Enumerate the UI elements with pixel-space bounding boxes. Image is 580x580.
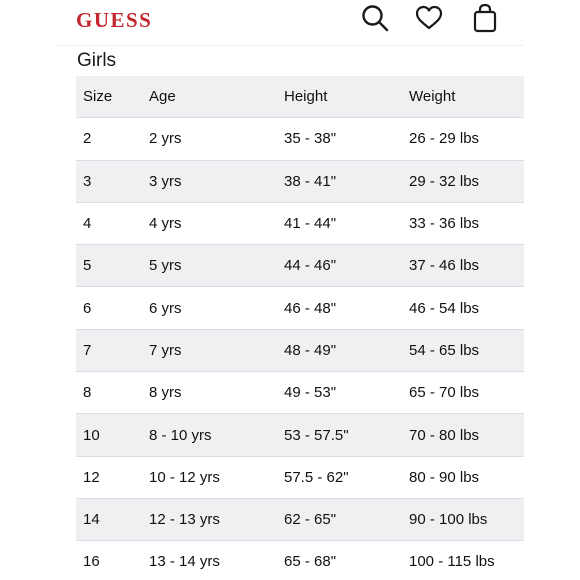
header-divider <box>56 45 524 46</box>
cell-size: 3 <box>76 160 149 202</box>
table-row <box>76 498 524 540</box>
cell-age: 7 yrs <box>149 329 284 371</box>
table-row <box>76 329 524 371</box>
cell-size: 4 <box>76 202 149 244</box>
cell-age: 3 yrs <box>149 160 284 202</box>
cell-weight: 80 - 90 lbs <box>409 456 524 498</box>
cell-weight: 26 - 29 lbs <box>409 118 524 160</box>
guess-logo[interactable]: GUESS <box>76 8 153 32</box>
column-header-age: Age <box>149 76 284 118</box>
cell-age: 13 - 14 yrs <box>149 541 284 580</box>
table-row <box>76 414 524 456</box>
cell-size: 6 <box>76 287 149 329</box>
cell-weight: 46 - 54 lbs <box>409 287 524 329</box>
table-row <box>76 287 524 329</box>
table-row <box>76 456 524 498</box>
cell-age: 2 yrs <box>149 118 284 160</box>
cell-height: 38 - 41" <box>284 160 409 202</box>
column-header-size: Size <box>76 76 149 118</box>
table-row <box>76 202 524 244</box>
cell-size: 8 <box>76 372 149 414</box>
cell-age: 8 yrs <box>149 372 284 414</box>
cell-weight: 90 - 100 lbs <box>409 498 524 540</box>
cell-size: 16 <box>76 541 149 580</box>
cell-weight: 37 - 46 lbs <box>409 245 524 287</box>
cell-height: 44 - 46" <box>284 245 409 287</box>
cell-height: 65 - 68" <box>284 541 409 580</box>
table-row <box>76 118 524 160</box>
cell-age: 4 yrs <box>149 202 284 244</box>
cell-weight: 54 - 65 lbs <box>409 329 524 371</box>
cell-age: 6 yrs <box>149 287 284 329</box>
table-row <box>76 372 524 414</box>
table-row <box>76 160 524 202</box>
cell-weight: 100 - 115 lbs <box>409 541 524 580</box>
cell-age: 8 - 10 yrs <box>149 414 284 456</box>
cell-size: 14 <box>76 498 149 540</box>
cell-size: 10 <box>76 414 149 456</box>
cell-size: 5 <box>76 245 149 287</box>
size-chart-table <box>76 76 524 580</box>
cell-height: 35 - 38" <box>284 118 409 160</box>
cell-age: 5 yrs <box>149 245 284 287</box>
table-header-row <box>76 76 524 118</box>
cell-age: 12 - 13 yrs <box>149 498 284 540</box>
cell-size: 12 <box>76 456 149 498</box>
cell-height: 48 - 49" <box>284 329 409 371</box>
cell-weight: 29 - 32 lbs <box>409 160 524 202</box>
cell-height: 46 - 48" <box>284 287 409 329</box>
shopping-bag-icon[interactable] <box>470 3 500 33</box>
cell-height: 41 - 44" <box>284 202 409 244</box>
column-header-weight: Weight <box>409 76 524 118</box>
cell-weight: 33 - 36 lbs <box>409 202 524 244</box>
cell-height: 49 - 53" <box>284 372 409 414</box>
cell-size: 2 <box>76 118 149 160</box>
cell-height: 57.5 - 62" <box>284 456 409 498</box>
cell-weight: 65 - 70 lbs <box>409 372 524 414</box>
table-row <box>76 541 524 580</box>
cell-weight: 70 - 80 lbs <box>409 414 524 456</box>
heart-icon[interactable] <box>414 3 444 33</box>
column-header-height: Height <box>284 76 409 118</box>
table-row <box>76 245 524 287</box>
search-icon[interactable] <box>360 3 390 33</box>
section-title: Girls <box>77 50 117 71</box>
cell-age: 10 - 12 yrs <box>149 456 284 498</box>
site-header <box>0 0 580 44</box>
cell-height: 62 - 65" <box>284 498 409 540</box>
cell-size: 7 <box>76 329 149 371</box>
cell-height: 53 - 57.5" <box>284 414 409 456</box>
